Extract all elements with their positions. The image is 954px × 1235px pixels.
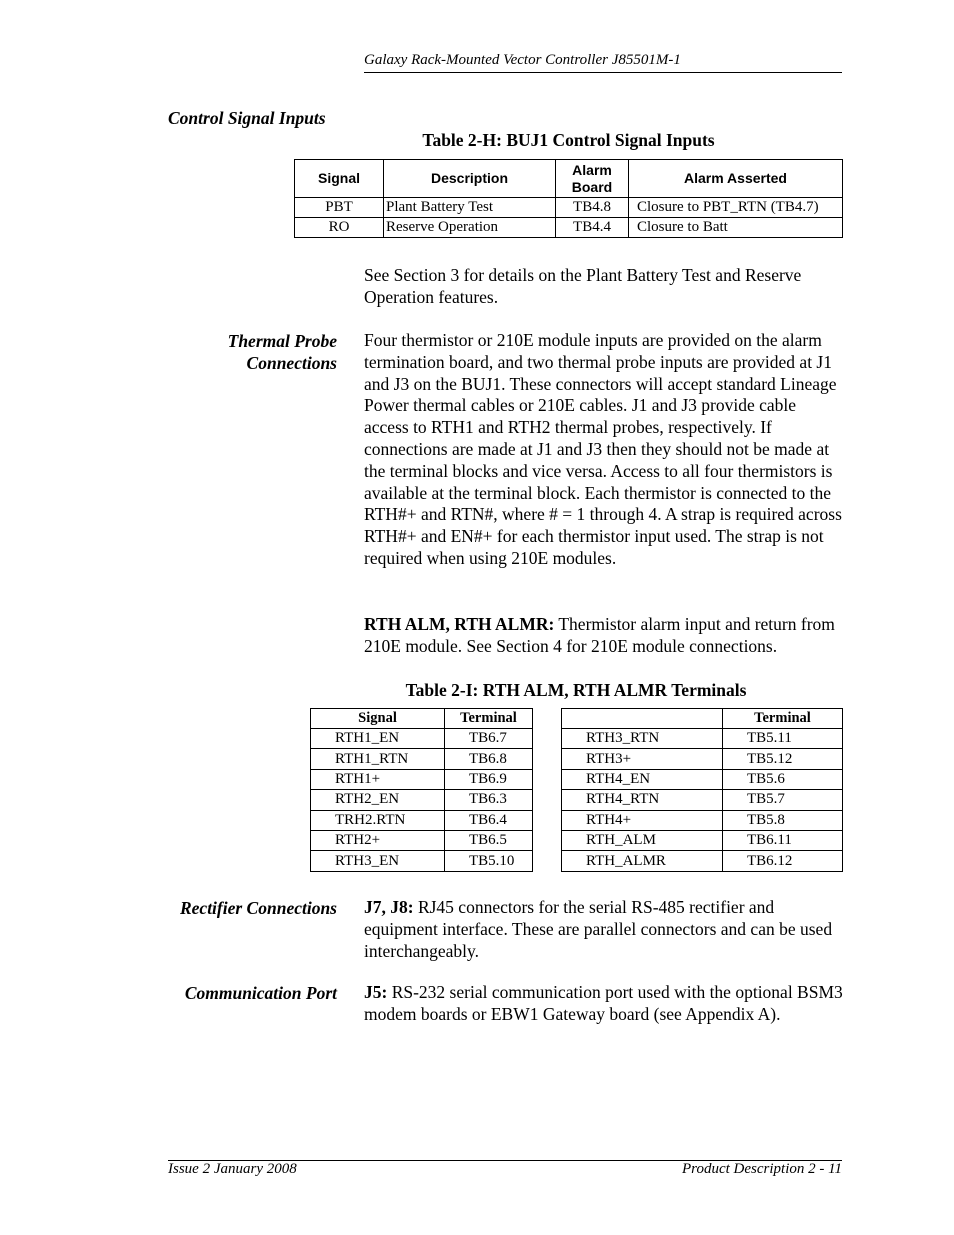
cell-description: Plant Battery Test <box>384 198 556 218</box>
cell-signal: RTH4_EN <box>562 769 723 789</box>
table-row <box>562 769 843 789</box>
col-header-terminal: Terminal <box>723 709 843 729</box>
cell-terminal: TB6.4 <box>445 810 533 830</box>
cell-signal: RTH4_RTN <box>562 790 723 810</box>
table-title-2i: Table 2-I: RTH ALM, RTH ALMR Terminals <box>405 680 747 700</box>
section-heading-thermal-probe: Thermal Probe Connections <box>227 331 337 373</box>
table-row <box>295 218 843 238</box>
cell-signal: RTH_ALMR <box>562 851 723 871</box>
comm-text: RS-232 serial communication port used with the optional BSM3 modem boards or EBW1 Gateway board (see Appendix A). <box>364 982 843 1024</box>
cell-signal: RTH2_EN <box>311 790 445 810</box>
cell-signal: RTH4+ <box>562 810 723 830</box>
table-row <box>311 749 533 769</box>
table-row <box>311 790 533 810</box>
cell-signal: RTH3+ <box>562 749 723 769</box>
cell-signal: RTH_ALM <box>562 830 723 850</box>
cell-terminal: TB6.5 <box>445 830 533 850</box>
header-rule <box>364 72 842 73</box>
table-row <box>311 830 533 850</box>
cell-terminal: TB5.12 <box>723 749 843 769</box>
col-header-signal: Signal <box>295 160 384 198</box>
cell-terminal: TB5.8 <box>723 810 843 830</box>
section-heading-rectifier: Rectifier Connections <box>179 898 337 918</box>
cell-terminal: TB5.10 <box>445 851 533 871</box>
footer-issue-date: Issue 2 January 2008 <box>168 1161 297 1177</box>
cell-signal: RO <box>295 218 384 238</box>
table-row <box>311 810 533 830</box>
cell-terminal: TB6.12 <box>723 851 843 871</box>
col-header-alarm-board: Alarm Board <box>556 160 629 198</box>
rth-alm-text: Thermistor alarm input and return from 210E module. See Section 4 for 210E module connections. <box>364 614 835 656</box>
control-inputs-note: See Section 3 for details on the Plant Battery Test and Reserve Operation features. <box>364 265 802 307</box>
cell-terminal: TB6.11 <box>723 830 843 850</box>
thermal-paragraph: Four thermistor or 210E module inputs are provided on the alarm termination board, and two thermal probe inputs are provided at J1 and J3 on the BUJ1. These connectors will accept standard Lineage Power thermal cables or 210E cables. J1 and J3 provide cable access to RTH1 and RTH2 thermal probes, respectively. If connections are made at J1 and J3 then they should not be made at the terminal blocks and vice versa. Access to all four thermistors is available at the terminal block. Each thermistor is connected to the RTH#+ and RTN#, where # = 1 through 4. A strap is required across RTH#+ and EN#+ for each thermistor input used. The strap is not required when using 210E modules. <box>364 330 842 568</box>
table-row <box>562 830 843 850</box>
table-row <box>311 729 533 749</box>
rth-alm-label: RTH ALM, RTH ALMR: <box>364 614 555 634</box>
running-header: Galaxy Rack-Mounted Vector Controller J85501M-1 <box>364 52 681 68</box>
control-signal-table <box>294 159 843 238</box>
section-heading-control-signal-inputs: Control Signal Inputs <box>168 108 326 128</box>
cell-signal: RTH3_RTN <box>562 729 723 749</box>
table-row <box>311 851 533 871</box>
rth-terminals-table-left <box>310 708 533 872</box>
col-header-terminal: Terminal <box>445 709 533 729</box>
col-header-blank <box>562 709 723 729</box>
comm-label: J5: <box>364 982 388 1002</box>
rectifier-text: RJ45 connectors for the serial RS-485 rectifier and equipment interface. These are parallel connectors and can be used interchangeably. <box>364 897 833 961</box>
cell-signal: RTH1_EN <box>311 729 445 749</box>
table-row <box>562 729 843 749</box>
section-heading-communication-port: Communication Port <box>184 983 337 1003</box>
table-title-2h: Table 2-H: BUJ1 Control Signal Inputs <box>422 130 715 150</box>
footer-page-number: Product Description 2 - 11 <box>682 1161 842 1177</box>
cell-signal: RTH1+ <box>311 769 445 789</box>
table-row <box>295 198 843 218</box>
rth-alm-paragraph <box>364 614 844 658</box>
col-header-description: Description <box>384 160 556 198</box>
cell-terminal: TB5.6 <box>723 769 843 789</box>
cell-alarm-asserted: Closure to Batt <box>629 218 843 238</box>
table-row <box>562 851 843 871</box>
cell-alarm-board: TB4.4 <box>556 218 629 238</box>
rectifier-paragraph <box>364 897 844 962</box>
cell-signal: RTH2+ <box>311 830 445 850</box>
table-row <box>562 749 843 769</box>
cell-terminal: TB6.7 <box>445 729 533 749</box>
cell-alarm-board: TB4.8 <box>556 198 629 218</box>
col-header-alarm-asserted: Alarm Asserted <box>629 160 843 198</box>
cell-signal: TRH2.RTN <box>311 810 445 830</box>
table-row <box>311 769 533 789</box>
col-header-signal: Signal <box>311 709 445 729</box>
cell-signal: RTH1_RTN <box>311 749 445 769</box>
cell-signal: RTH3_EN <box>311 851 445 871</box>
comm-paragraph <box>364 982 844 1026</box>
cell-signal: PBT <box>295 198 384 218</box>
cell-terminal: TB5.11 <box>723 729 843 749</box>
rth-terminals-table-right <box>561 708 843 872</box>
table-row <box>562 790 843 810</box>
table-row <box>562 810 843 830</box>
cell-terminal: TB6.3 <box>445 790 533 810</box>
cell-terminal: TB5.7 <box>723 790 843 810</box>
cell-terminal: TB6.8 <box>445 749 533 769</box>
cell-description: Reserve Operation <box>384 218 556 238</box>
cell-alarm-asserted: Closure to PBT_RTN (TB4.7) <box>629 198 843 218</box>
rectifier-label: J7, J8: <box>364 897 414 917</box>
cell-terminal: TB6.9 <box>445 769 533 789</box>
